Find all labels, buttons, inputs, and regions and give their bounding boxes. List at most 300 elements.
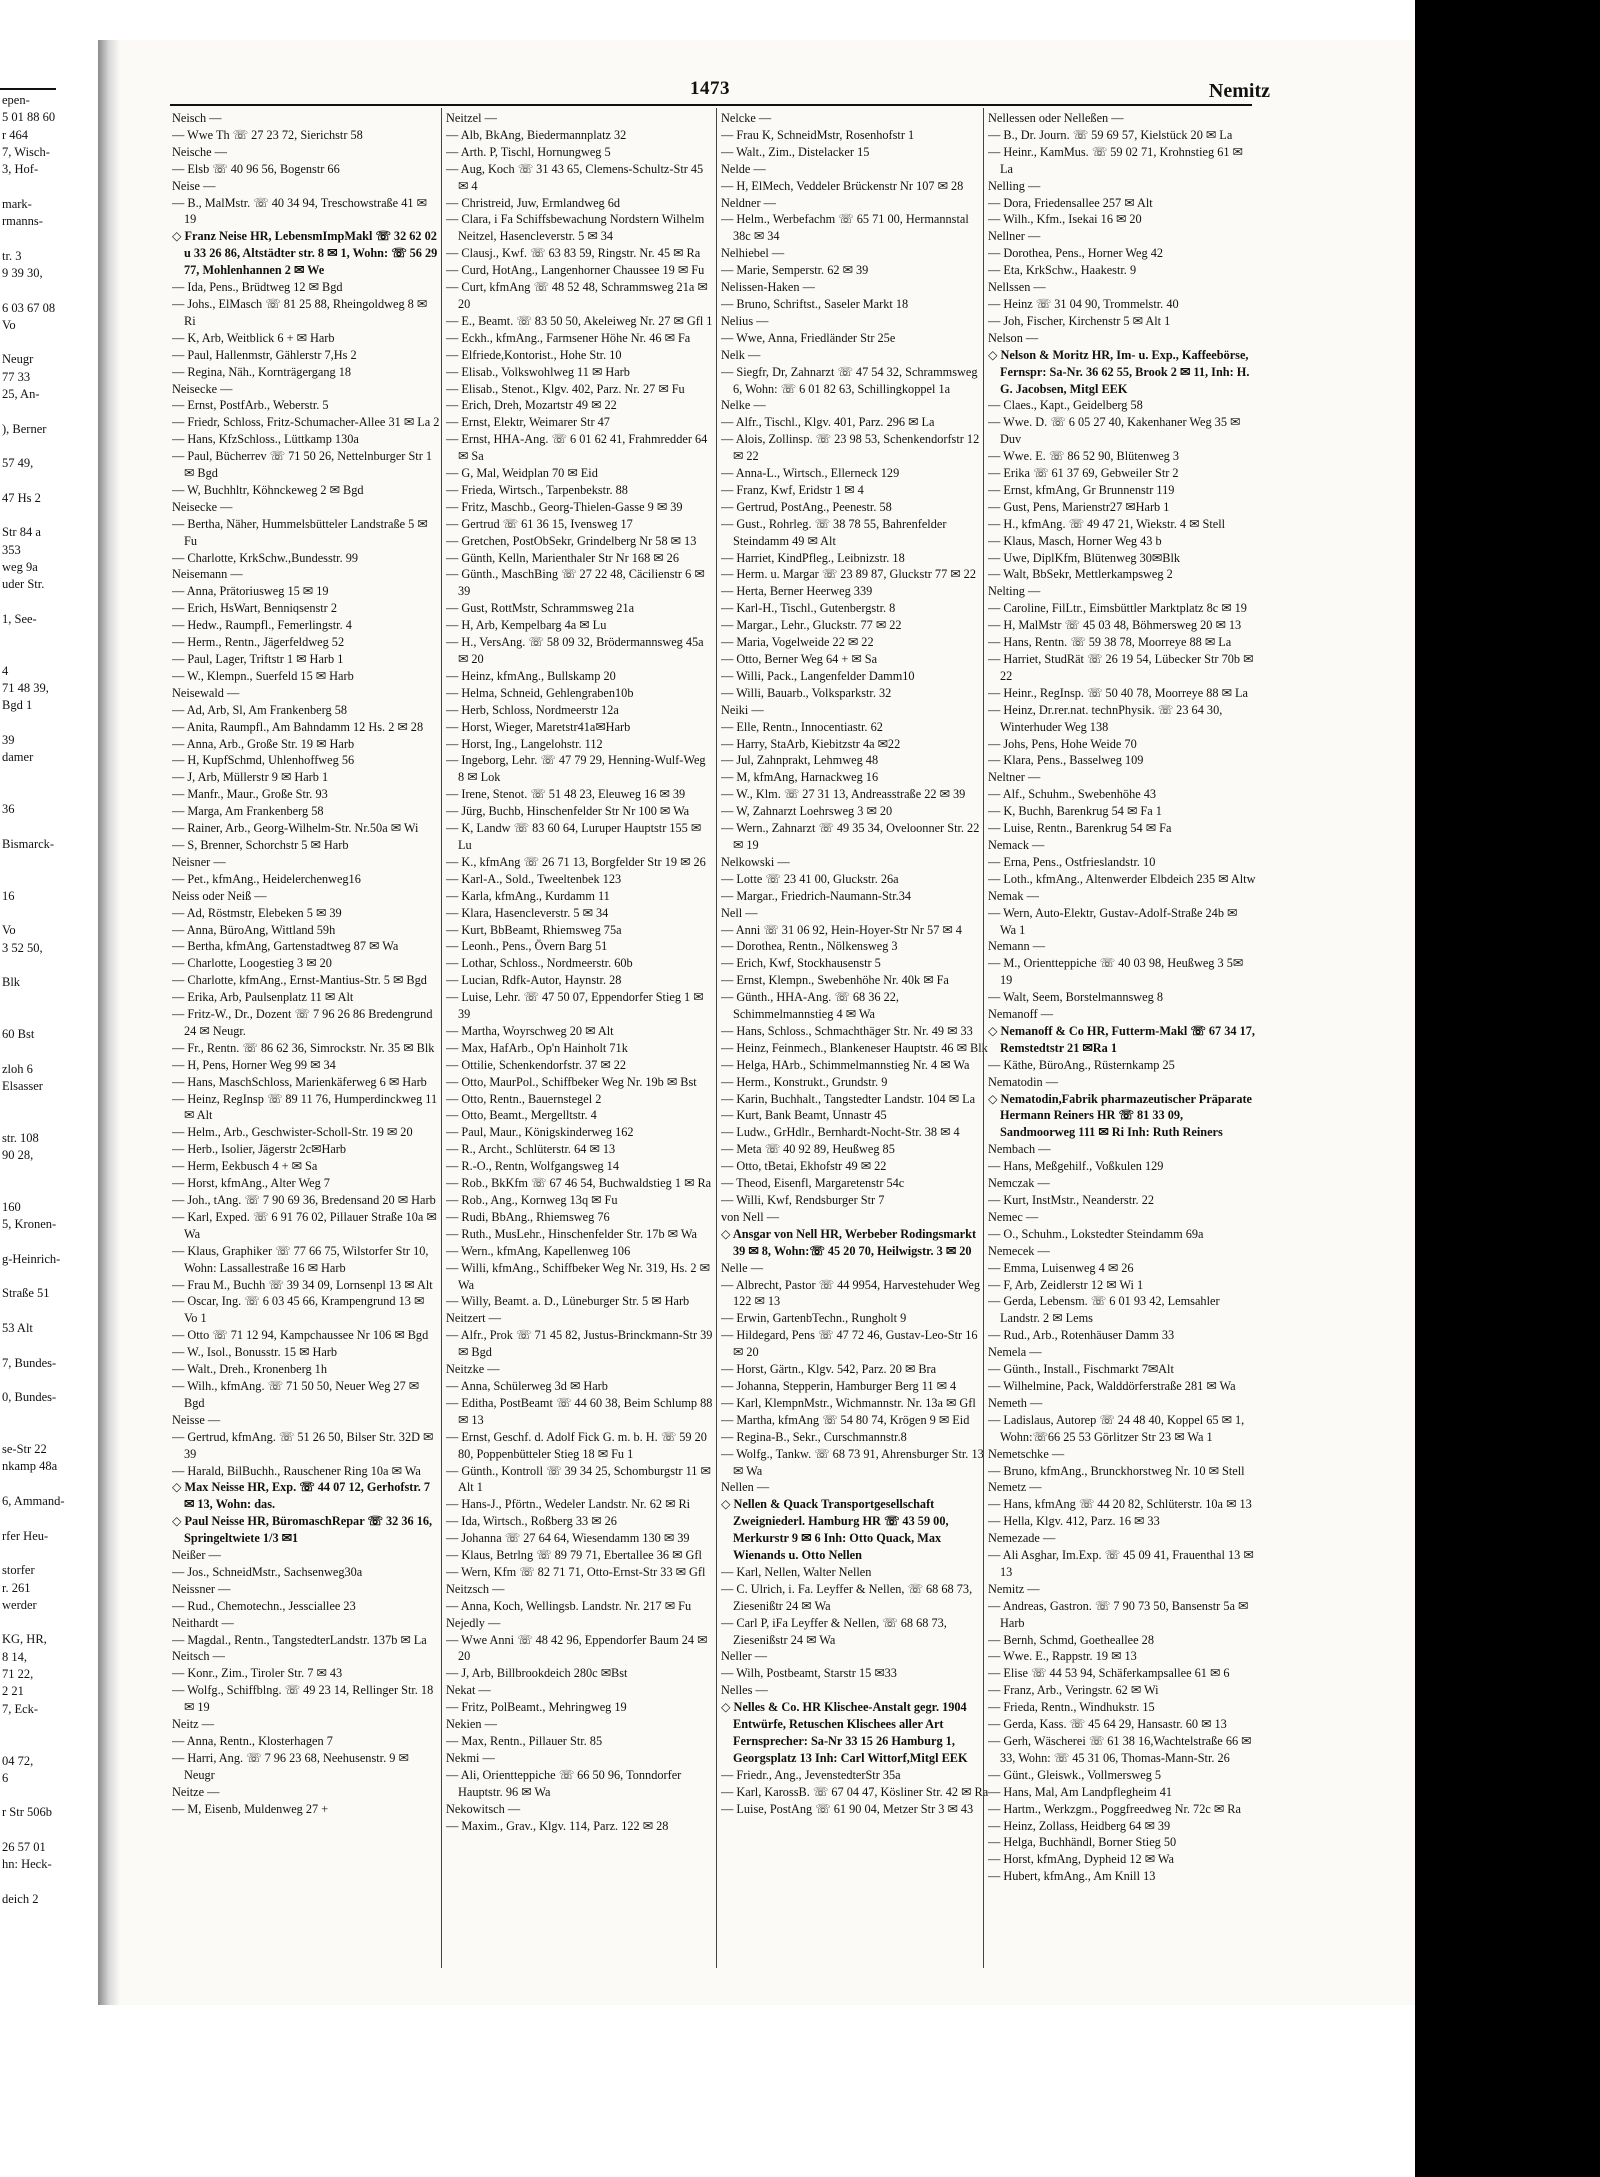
directory-entry: — Anna, Rentn., Klosterhagen 7: [172, 1734, 333, 1748]
directory-entry: — Max, HafArb., Op'n Hainholt 71k: [446, 1040, 628, 1055]
left-fragment-line: [2, 646, 100, 663]
directory-entry: — W, Zahnarzt Loehrsweg 3 ✉ 20: [721, 804, 893, 819]
directory-entry: — Willy, Beamt. a. D., Lüneburger Str. 5 ✉ Harb: [446, 1294, 690, 1309]
directory-entry: — Günt., Gleiswk., Vollmersweg 5: [988, 1767, 1162, 1782]
directory-entry: — Gertrud, kfmAng. ☏ 51 26 50, Bilser Str. 32D ✉ 39: [172, 1429, 434, 1461]
business-entry: ◇ Nematodin,Fabrik pharmazeutischer Präparate Hermann Reiners HR ☏ 81 33 09, Sandmoorweg 111 ✉ Ri Inh: Ruth Reiners: [988, 1091, 1253, 1140]
column-divider: [716, 108, 717, 1968]
directory-entry: — Meta ☏ 40 92 89, Heußweg 85: [721, 1142, 895, 1157]
surname-heading: Nemezade —: [988, 1531, 1056, 1546]
surname-heading: Nelle —: [721, 1260, 764, 1275]
directory-entry: — Bruno, kfmAng., Brunckhorstweg Nr. 10 ✉ Stell: [988, 1463, 1245, 1478]
directory-entry: — Jos., SchneidMstr., Sachsenweg30a: [172, 1564, 363, 1579]
directory-entry: — H., kfmAng. ☏ 49 47 21, Wiekstr. 4 ✉ Stell: [988, 516, 1226, 531]
directory-entry: — Willi, Bauarb., Volksparkstr. 32: [721, 685, 892, 700]
left-fragment-line: 25, An-: [2, 387, 40, 402]
directory-entry: — Gust., Rohrleg. ☏ 38 78 55, Bahrenfelder Steindamm 49 ✉ Alt: [721, 516, 947, 548]
directory-entry: — Luise, PostAng ☏ 61 90 04, Metzer Str 3 ✉ 43: [721, 1801, 974, 1816]
left-fragment-line: uder Str.: [2, 577, 45, 592]
running-head: Nemitz: [1208, 80, 1270, 102]
directory-entry: — Wern., Zahnarzt ☏ 49 35 34, Oveloonner Str. 22 ✉ 19: [721, 821, 980, 852]
directory-entry: — Hans, Meßgehilf., Voßkulen 129: [988, 1159, 1164, 1174]
directory-entry: — Margar., Friedrich-Naumann-Str.34: [721, 888, 911, 903]
directory-entry: — Gertrud ☏ 61 36 15, Ivensweg 17: [446, 516, 633, 531]
directory-entry: — M, Eisenb, Muldenweg 27 +: [172, 1801, 329, 1816]
directory-entry: — Otto, tBetai, Ekhofstr 49 ✉ 22: [721, 1159, 887, 1174]
directory-entry: — Heinr., KamMus. ☏ 59 02 71, Krohnstieg 61 ✉ La: [988, 144, 1243, 176]
directory-entry: — Jürg, Buchb, Hinschenfelder Str Nr 100 ✉ Wa: [446, 804, 690, 819]
left-fragment-line: 39: [2, 732, 15, 747]
directory-entry: — W., Klempn., Suerfeld 15 ✉ Harb: [172, 668, 354, 683]
surname-heading: Neise —: [172, 178, 216, 193]
directory-entry: — Bruno, Schriftst., Saseler Markt 18: [721, 296, 909, 311]
directory-entry: — Karl-A., Sold., Tweeltenbek 123: [446, 871, 622, 886]
directory-entry: — Oscar, Ing. ☏ 6 03 45 66, Krampengrund 13 ✉ Vo 1: [172, 1294, 425, 1326]
directory-entry: — Gretchen, PostObSekr, Grindelberg Nr 58 ✉ 13: [446, 533, 697, 548]
directory-entry: — Wern, Auto-Elektr, Gustav-Adolf-Straße 24b ✉ Wa 1: [988, 905, 1238, 937]
surname-heading: Neisse —: [172, 1412, 221, 1427]
directory-entry: — Hedw., Raumpfl., Femerlingstr. 4: [172, 618, 352, 633]
surname-heading: Neitzert —: [446, 1311, 501, 1326]
directory-entry: — Rob., BkKfm ☏ 67 46 54, Buchwaldstieg 1 ✉ Ra: [446, 1176, 712, 1191]
left-fragment-line: ), Berner: [2, 421, 47, 436]
left-fragment-line: Neugr: [2, 352, 34, 367]
left-fragment-line: [2, 282, 100, 299]
left-fragment-line: [2, 1113, 100, 1130]
left-fragment-line: Bgd 1: [2, 698, 33, 713]
directory-entry: — Rob., Ang., Kornweg 13q ✉ Fu: [446, 1193, 618, 1207]
directory-entry: — Alf., Schuhm., Swebenhöhe 43: [988, 787, 1157, 802]
directory-entry: — Heinz, RegInsp ☏ 89 11 76, Humperdinckweg 11 ✉ Alt: [172, 1091, 438, 1123]
business-entry: ◇ Nelson & Moritz HR, Im- u. Exp., Kaffeebörse, Fernspr: Sa-Nr. 36 62 55, Brook 2 ✉ 11, Inh: H. G. Jacobsen, Mitgl EEK: [988, 347, 1250, 396]
left-fragment-line: [2, 1043, 100, 1060]
left-fragment-line: 6: [2, 1770, 9, 1785]
left-fragment-line: 16: [2, 888, 15, 903]
left-fragment-line: 57 49,: [2, 456, 34, 471]
directory-entry: — Hans, MaschSchloss, Marienkäferweg 6 ✉ Harb: [172, 1074, 427, 1089]
surname-heading: Nemetz —: [988, 1480, 1042, 1495]
directory-entry: — Heinr., RegInsp. ☏ 50 40 78, Moorreye 88 ✉ La: [988, 685, 1248, 700]
directory-entry: — Wolfg., Tankw. ☏ 68 73 91, Ahrensburger Str. 13 ✉ Wa: [721, 1446, 984, 1478]
directory-entry: — Harry, StaArb, Kiebitzstr 4a ✉22: [721, 736, 901, 751]
surname-heading: Neller —: [721, 1649, 768, 1664]
left-fragment-line: Blk: [2, 975, 21, 990]
surname-heading: Neissner —: [172, 1581, 231, 1596]
directory-entry: — Walt., Dreh., Kronenberg 1h: [172, 1362, 327, 1377]
directory-entry: — Wwe Anni ☏ 48 42 96, Eppendorfer Baum 24 ✉ 20: [446, 1632, 708, 1664]
directory-entry: — Ottilie, Schenkendorfstr. 37 ✉ 22: [446, 1057, 627, 1072]
directory-entry: — Erika ☏ 61 37 69, Gebweiler Str 2: [988, 466, 1179, 481]
directory-entry: — Ernst, PostfArb., Weberstr. 5: [172, 398, 329, 413]
left-fragment-line: [2, 957, 100, 974]
left-fragment-line: [2, 1164, 100, 1181]
directory-entry: — Erich, Kwf, Stockhausenstr 5: [721, 956, 881, 971]
directory-entry: — Horst, Gärtn., Klgv. 542, Parz. 20 ✉ Bra: [721, 1362, 937, 1377]
left-page-edge: [0, 0, 105, 2177]
directory-entry: — H., VersAng. ☏ 58 09 32, Brödermannsweg 45a ✉ 20: [446, 635, 704, 666]
directory-entry: — Joh., tAng. ☏ 7 90 69 36, Bredensand 20 ✉ Harb: [172, 1193, 436, 1207]
left-fragment-line: r 464: [2, 127, 29, 142]
directory-entry: — Hella, Klgv. 412, Parz. 16 ✉ 33: [988, 1514, 1160, 1529]
directory-entry: — Clara, i Fa Schiffsbewachung Nordstern Wilhelm Neitzel, Hasencleverstr. 5 ✉ 34: [446, 212, 705, 244]
directory-entry: — Joh, Fischer, Kirchenstr 5 ✉ Alt 1: [988, 313, 1171, 328]
left-fragment-line: [2, 1009, 100, 1026]
left-fragment-line: [2, 1372, 100, 1389]
directory-entry: — Erwin, GartenbTechn., Rungholt 9: [721, 1311, 907, 1326]
surname-heading: Nelling —: [988, 178, 1041, 193]
directory-entry: — Maxim., Grav., Klgv. 114, Parz. 122 ✉ 28: [446, 1818, 669, 1833]
directory-entry: — Elise ☏ 44 53 94, Schäferkampsallee 61 ✉ 6: [988, 1666, 1230, 1681]
surname-heading: Neisner —: [172, 854, 226, 869]
directory-entry: — Regina, Näh., Kornträgergang 18: [172, 364, 352, 379]
directory-entry: — Fritz-W., Dr., Dozent ☏ 7 96 26 86 Bredengrund 24 ✉ Neugr.: [172, 1007, 433, 1038]
directory-entry: — Wwe. E. ☏ 86 52 90, Blütenweg 3: [988, 449, 1180, 464]
directory-entry: — Ruth., MusLehr., Hinschenfelder Str. 17b ✉ Wa: [446, 1226, 697, 1241]
surname-heading: Nekat —: [446, 1683, 491, 1698]
left-fragment-line: weg 9a: [2, 560, 38, 575]
directory-entry: — Luise, Lehr. ☏ 47 50 07, Eppendorfer Stieg 1 ✉ 39: [446, 990, 704, 1022]
directory-entry: — Lothar, Schloss., Nordmeerstr. 60b: [446, 956, 633, 971]
directory-entry: — Wwe, Anna, Friedländer Str 25e: [721, 330, 896, 345]
directory-entry: — H, Pens, Horner Weg 99 ✉ 34: [172, 1057, 336, 1072]
directory-entry: — Harald, BilBuchh., Rauschener Ring 10a ✉ Wa: [172, 1463, 421, 1478]
directory-entry: — Heinz, Dr.rer.nat. technPhysik. ☏ 23 64 30, Winterhuder Weg 138: [988, 702, 1223, 734]
directory-entry: — Frieda, Wirtsch., Tarpenbekstr. 88: [446, 482, 628, 497]
surname-heading: Neitzke —: [446, 1362, 500, 1377]
scan-background: [1415, 0, 1600, 2177]
directory-entry: — Erich, Dreh, Mozartstr 49 ✉ 22: [446, 398, 617, 413]
left-fragment-line: [2, 715, 100, 732]
directory-entry: — Harriet, KindPfleg., Leibnizstr. 18: [721, 550, 905, 565]
left-fragment-line: 7, Bundes-: [2, 1355, 57, 1370]
directory-entry: — Anna, Koch, Wellingsb. Landstr. Nr. 217 ✉ Fu: [446, 1598, 692, 1613]
directory-entry: — Karl-H., Tischl., Gutenbergstr. 8: [721, 601, 896, 616]
left-fragment-line: 8 14,: [2, 1649, 27, 1664]
directory-entry: — Gerda, Lebensm. ☏ 6 01 93 42, Lemsahler Landstr. 2 ✉ Lems: [988, 1294, 1220, 1326]
surname-heading: Nellner —: [988, 229, 1041, 244]
directory-entry: — Wwe. E., Rappstr. 19 ✉ 13: [988, 1649, 1137, 1664]
directory-entry: — Walt, Seem, Borstelmannsweg 8: [988, 990, 1164, 1005]
left-fragment-line: g-Heinrich-: [2, 1251, 61, 1266]
directory-entry: — Erna, Pens., Ostfrieslandstr. 10: [988, 854, 1156, 869]
directory-entry: — J, Arb, Müllerstr 9 ✉ Harb 1: [172, 770, 329, 785]
directory-entry: — Curt, kfmAng ☏ 48 52 48, Schrammsweg 21a ✉ 20: [446, 280, 708, 311]
column-divider: [441, 108, 442, 1968]
left-fragment-line: 353: [2, 542, 21, 557]
directory-entry: — Heinz, Feinmech., Blankeneser Hauptstr. 46 ✉ Blk: [721, 1040, 988, 1055]
directory-entry: — Ladislaus, Autorep ☏ 24 48 40, Koppel 65 ✉ 1, Wohn:☏66 25 53 Görlitzer Str 23 ✉ Wa 1: [988, 1412, 1245, 1444]
directory-entry: — K, Arb, Weitblick 6 + ✉ Harb: [172, 330, 335, 345]
left-fragment-line: Vo: [2, 923, 16, 938]
directory-entry: — Anita, Raumpfl., Am Bahndamm 12 Hs. 2 ✉ 28: [172, 719, 424, 734]
left-fragment-line: 1, See-: [2, 611, 37, 626]
surname-heading: Nemeth —: [988, 1395, 1043, 1410]
business-entry: ◇ Nelles & Co. HR Klischee-Anstalt gegr. 1904 Entwürfe, Retuschen Klischees aller Art Fernsprecher: Sa-Nr 33 15 26 Hamburg 1, Georgsplatz 13 Inh: Carl Wittorf,Mitgl EEK: [721, 1700, 968, 1765]
directory-entry: — Klara, Pens., Basselweg 109: [988, 753, 1144, 768]
directory-entry: — C. Ulrich, i. Fa. Leyffer & Nellen, ☏ 68 68 73, Ziesenißtr 24 ✉ Wa: [721, 1581, 973, 1613]
left-fragment-line: 04 72,: [2, 1753, 34, 1768]
surname-heading: Neische —: [172, 144, 227, 159]
left-fragment-line: 5 01 88 60: [2, 110, 56, 125]
directory-entry: — Paul, Bücherrev ☏ 71 50 26, Nettelnburger Str 1 ✉ Bgd: [172, 449, 433, 481]
surname-heading: Nellssen —: [988, 280, 1046, 295]
left-fragment-line: KG, HR,: [2, 1632, 47, 1647]
directory-entry: — Bernh, Schmd, Goetheallee 28: [988, 1632, 1154, 1647]
directory-entry: — H, Arb, Kempelbarg 4a ✉ Lu: [446, 618, 607, 633]
directory-entry: — Harriet, StudRät ☏ 26 19 54, Lübecker Str 70b ✉ 22: [988, 652, 1254, 683]
surname-heading: Nelson —: [988, 330, 1039, 345]
directory-entry: — Gertrud, PostAng., Peenestr. 58: [721, 499, 892, 514]
directory-entry: — Karl, Nellen, Walter Nellen: [721, 1564, 872, 1579]
left-fragment-line: [2, 905, 100, 922]
directory-entry: — Günth., MaschBing ☏ 27 22 48, Cäcilienstr 6 ✉ 39: [446, 567, 705, 599]
left-fragment-line: [2, 438, 100, 455]
left-fragment-line: 90 28,: [2, 1148, 34, 1163]
directory-entry: — Otto, Rentn., Bauernstegel 2: [446, 1091, 602, 1106]
directory-entry: — Marga, Am Frankenberg 58: [172, 804, 324, 819]
left-page-rule: [0, 88, 56, 90]
left-fragment-line: 0, Bundes-: [2, 1390, 57, 1405]
directory-entry: — Hans, kfmAng ☏ 44 20 82, Schlüterstr. 10a ✉ 13: [988, 1497, 1252, 1512]
directory-entry: — Heinz, kfmAng., Bullskamp 20: [446, 668, 616, 683]
business-entry: ◇ Franz Neise HR, LebensmImpMakl ☏ 32 62 02 u 33 26 86, Altstädter str. 8 ✉ 1, Wohn: ☏ 56 29 77, Mohlenhannen 2 ✉ We: [172, 229, 438, 278]
directory-entry: — Herm, Eekbusch 4 + ✉ Sa: [172, 1159, 318, 1174]
directory-entry: — Bertha, Näher, Hummelsbütteler Landstraße 5 ✉ Fu: [172, 516, 428, 548]
directory-entry: — Rudi, BbAng., Rhiemsweg 76: [446, 1209, 610, 1224]
left-fragment-line: nkamp 48a: [2, 1459, 58, 1474]
directory-entry: — E., Beamt. ☏ 83 50 50, Akeleiweg Nr. 27 ✉ Gfl 1: [446, 313, 713, 328]
directory-entry: — Ernst, Geschf. d. Adolf Fick G. m. b. H. ☏ 59 20 80, Poppenbütteler Stieg 18 ✉ Fu 1: [446, 1429, 707, 1461]
directory-entry: — Willi, Kwf, Rendsburger Str 7: [721, 1193, 885, 1207]
left-fragment-line: r Str 506b: [2, 1805, 52, 1820]
directory-entry: — Alfr., Tischl., Klgv. 401, Parz. 296 ✉ La: [721, 415, 935, 430]
directory-entry: — Helm., Werbefachm ☏ 65 71 00, Hermannstal 38c ✉ 34: [721, 212, 969, 244]
surname-heading: Nelk —: [721, 347, 761, 362]
directory-entry: — Hubert, kfmAng., Am Knill 13: [988, 1869, 1156, 1884]
directory-entry: — Anna-L., Wirtsch., Ellerneck 129: [721, 466, 900, 481]
directory-entry: — Herm., Rentn., Jägerfeldweg 52: [172, 635, 345, 650]
directory-entry: — Dorothea, Rentn., Nölkensweg 3: [721, 939, 898, 954]
surname-heading: Nekien —: [446, 1717, 497, 1732]
directory-entry: — Gerh, Wäscherei ☏ 61 38 16,Wachtelstraße 66 ✉ 33, Wohn: ☏ 45 31 06, Thomas-Mann-Str. 26: [988, 1734, 1252, 1765]
directory-entry: — Rud., Chemotechn., Jessciallee 23: [172, 1598, 356, 1613]
directory-entry: — M., Orientteppiche ☏ 40 03 98, Heußweg 3 5✉ 19: [988, 956, 1244, 988]
directory-entry: — Fr., Rentn. ☏ 86 62 36, Simrockstr. Nr. 35 ✉ Blk: [172, 1040, 435, 1055]
left-fragment-line: [2, 991, 100, 1008]
directory-entry: — Hans-J., Pförtn., Wedeler Landstr. Nr. 62 ✉ Ri: [446, 1497, 691, 1512]
directory-entry: — Wern, Kfm ☏ 82 71 71, Otto-Ernst-Str 33 ✉ Gfl: [446, 1564, 706, 1579]
directory-entry: — Irene, Stenot. ☏ 51 48 23, Eleuweg 16 ✉ 39: [446, 787, 686, 802]
surname-heading: Neisecke —: [172, 499, 233, 514]
directory-entry: — Jul, Zahnprakt, Lehmweg 48: [721, 753, 879, 768]
left-fragment-line: [2, 1510, 100, 1527]
directory-entry: — Hartm., Werkzgm., Poggfreedweg Nr. 72c ✉ Ra: [988, 1801, 1241, 1816]
business-entry: ◇ Max Neisse HR, Exp. ☏ 44 07 12, Gerhofstr. 7 ✉ 13, Wohn: das.: [172, 1480, 431, 1512]
directory-entry: — H, ElMech, Veddeler Brückenstr Nr 107 ✉ 28: [721, 178, 964, 193]
surname-heading: Neiki —: [721, 702, 764, 717]
left-page-fragments: [2, 92, 100, 1908]
directory-entry: — Ad, Arb, Sl, Am Frankenberg 58: [172, 702, 348, 717]
column-divider: [983, 108, 984, 1968]
surname-heading: Nemec —: [988, 1209, 1039, 1224]
surname-heading: Nekowitsch —: [446, 1801, 521, 1816]
directory-entry: — Rud., Arb., Rotenhäuser Damm 33: [988, 1328, 1175, 1343]
directory-entry: — Fritz, PolBeamt., Mehringweg 19: [446, 1700, 627, 1715]
surname-heading: Nelting —: [988, 584, 1041, 599]
directory-entry: — Ernst, Elektr, Weimarer Str 47: [446, 415, 610, 430]
directory-entry: — Magdal., Rentn., TangstedterLandstr. 137b ✉ La: [172, 1632, 427, 1647]
surname-heading: Nelles —: [721, 1683, 768, 1698]
directory-entry: — Heinz, Zollass, Heidberg 64 ✉ 39: [988, 1818, 1171, 1833]
directory-entry: — Ingeborg, Lehr. ☏ 47 79 29, Henning-Wulf-Weg 8 ✉ Lok: [446, 753, 706, 785]
surname-heading: Nellessen oder Nelleßen —: [988, 111, 1124, 125]
left-fragment-line: 47 Hs 2: [2, 490, 41, 505]
directory-entry: — Hans, Rentn. ☏ 59 38 78, Moorreye 88 ✉ La: [988, 635, 1232, 650]
directory-entry: — Franz, Arb., Veringstr. 62 ✉ Wi: [988, 1683, 1159, 1698]
directory-entry: — Friedr, Schloss, Fritz-Schumacher-Allee 31 ✉ La 2: [172, 415, 440, 430]
directory-entry: — Ad, Röstmstr, Elebeken 5 ✉ 39: [172, 905, 342, 920]
surname-heading: Nell —: [721, 905, 758, 920]
directory-entry: — Editha, PostBeamt ☏ 44 60 38, Beim Schlump 88 ✉ 13: [446, 1395, 713, 1427]
directory-entry: — Charlotte, Loogestieg 3 ✉ 20: [172, 956, 332, 971]
directory-entry: — Helga, HArb., Schimmelmannstieg Nr. 4 ✉ Wa: [721, 1057, 970, 1072]
directory-column-1: [172, 110, 440, 1970]
directory-entry: — Anna, Schülerweg 3d ✉ Harb: [446, 1378, 608, 1393]
directory-entry: — Aug, Koch ☏ 31 43 65, Clemens-Schultz-Str 45 ✉ 4: [446, 161, 704, 193]
directory-entry: — Johanna, Stepperin, Hamburger Berg 11 ✉ 4: [721, 1378, 957, 1393]
directory-entry: — W., Isol., Bonusstr. 15 ✉ Harb: [172, 1345, 338, 1360]
directory-entry: — Gerda, Kass. ☏ 45 64 29, Hansastr. 60 ✉ 13: [988, 1717, 1227, 1732]
left-fragment-line: str. 108: [2, 1130, 39, 1145]
surname-heading: Nematodin —: [988, 1074, 1059, 1089]
directory-column-4: [988, 110, 1256, 1970]
directory-entry: — Paul, Lager, Triftstr 1 ✉ Harb 1: [172, 652, 344, 666]
directory-entry: — Hans, Schloss., Schmachthäger Str. Nr. 49 ✉ 33: [721, 1023, 973, 1038]
left-fragment-line: [2, 784, 100, 801]
left-fragment-line: 71 48 39,: [2, 681, 49, 696]
directory-entry: — Charlotte, KrkSchw.,Bundesstr. 99: [172, 550, 359, 565]
directory-entry: — Johanna ☏ 27 64 64, Wiesendamm 130 ✉ 39: [446, 1531, 690, 1546]
surname-heading: Neitze —: [172, 1784, 220, 1799]
directory-entry: — Helga, Buchhändl, Borner Stieg 50: [988, 1835, 1177, 1850]
directory-entry: — Erich, HsWart, Benniqsenstr 2: [172, 601, 337, 616]
left-fragment-line: [2, 473, 100, 490]
header-rule: [170, 104, 1252, 106]
directory-entry: — W, Buchhltr, Köhnckeweg 2 ✉ Bgd: [172, 482, 364, 497]
directory-entry: — Pet., kfmAng., Heidelerchenweg16: [172, 871, 361, 886]
directory-entry: — Arth. P, Tischl, Hornungweg 5: [446, 144, 611, 159]
surname-heading: Nekmi —: [446, 1750, 495, 1765]
directory-entry: — Ida, Wirtsch., Roßberg 33 ✉ 26: [446, 1514, 617, 1529]
directory-entry: — B., Dr. Journ. ☏ 59 69 57, Kielstück 20 ✉ La: [988, 127, 1233, 142]
directory-entry: — Marie, Semperstr. 62 ✉ 39: [721, 263, 869, 278]
left-fragment-line: [2, 178, 100, 195]
directory-entry: — H, MalMstr ☏ 45 03 48, Böhmersweg 20 ✉ 13: [988, 618, 1242, 633]
surname-heading: Neisewald —: [172, 685, 240, 700]
directory-entry: — K, Buchh, Barenkrug 54 ✉ Fa 1: [988, 804, 1162, 819]
directory-entry: — Konr., Zim., Tiroler Str. 7 ✉ 43: [172, 1666, 343, 1681]
left-fragment-line: [2, 1407, 100, 1424]
directory-entry: — Siegfr, Dr, Zahnarzt ☏ 47 54 32, Schrammsweg 6, Wohn: ☏ 6 01 82 63, Schillingkoppel 1a: [721, 364, 978, 396]
directory-column-3: [721, 110, 989, 1970]
directory-entry: — J, Arb, Billbrookdeich 280c ✉Bst: [446, 1666, 628, 1681]
left-fragment-line: [2, 594, 100, 611]
directory-entry: — Horst, Wieger, Maretstr41a✉Harb: [446, 719, 631, 734]
directory-entry: — Harri, Ang. ☏ 7 96 23 68, Neehusenstr. 9 ✉ Neugr: [172, 1750, 409, 1782]
left-fragment-line: rfer Heu-: [2, 1528, 49, 1543]
directory-entry: — Horst, kfmAng., Alter Weg 7: [172, 1176, 330, 1191]
left-fragment-line: [2, 870, 100, 887]
directory-entry: — Alois, Zollinsp. ☏ 23 98 53, Schenkendorfstr 12 ✉ 22: [721, 432, 980, 464]
directory-entry: — Lucian, Rdfk-Autor, Haynstr. 28: [446, 973, 622, 988]
directory-entry: — Klaus, Betrlng ☏ 89 79 71, Ebertallee 36 ✉ Gfl: [446, 1548, 702, 1563]
directory-entry: — S, Brenner, Schorchstr 5 ✉ Harb: [172, 837, 349, 852]
directory-entry: — Herb., Isolier, Jägerstr 2c✉Harb: [172, 1142, 347, 1157]
directory-entry: — Ernst, HHA-Ang. ☏ 6 01 62 41, Frahmredder 64 ✉ Sa: [446, 432, 708, 464]
directory-entry: — K, Landw ☏ 83 60 64, Luruper Hauptstr 155 ✉ Lu: [446, 821, 702, 852]
directory-entry: — F, Arb, Zeidlerstr 12 ✉ Wi 1: [988, 1277, 1144, 1292]
directory-entry: — Elle, Rentn., Innocentiastr. 62: [721, 719, 883, 734]
left-fragment-line: hn: Heck-: [2, 1857, 52, 1872]
left-fragment-line: 7, Eck-: [2, 1701, 39, 1716]
surname-heading: Nejedly —: [446, 1615, 501, 1630]
directory-entry: — R., Archt., Schlüterstr. 64 ✉ 13: [446, 1142, 616, 1157]
left-fragment-line: r. 261: [2, 1580, 31, 1595]
directory-entry: — Dorothea, Pens., Horner Weg 42: [988, 246, 1164, 261]
directory-entry: — Käthe, BüroAng., Rüsternkamp 25: [988, 1057, 1175, 1072]
directory-entry: — Wilh., Kfm., Isekai 16 ✉ 20: [988, 212, 1142, 227]
directory-entry: — Herta, Berner Heerweg 339: [721, 584, 873, 599]
directory-entry: — Lotte ☏ 23 41 00, Gluckstr. 26a: [721, 871, 899, 886]
directory-entry: — H, KupfSchmd, Uhlenhoffweg 56: [172, 753, 355, 768]
directory-entry: — Gust, RottMstr, Schrammsweg 21a: [446, 601, 635, 616]
left-fragment-line: 26 57 01: [2, 1839, 46, 1854]
left-fragment-line: [2, 1614, 100, 1631]
left-fragment-line: [2, 1424, 100, 1441]
surname-heading: Neltner —: [988, 770, 1041, 785]
left-fragment-line: [2, 628, 100, 645]
directory-entry: — Ernst, kfmAng, Gr Brunnenstr 119: [988, 482, 1175, 497]
surname-heading: Neithardt —: [172, 1615, 234, 1630]
left-fragment-line: 160: [2, 1200, 21, 1214]
directory-entry: — Hans, KfzSchloss., Lüttkamp 130a: [172, 432, 359, 447]
left-fragment-line: [2, 1303, 100, 1320]
left-fragment-line: [2, 1476, 100, 1493]
directory-entry: — Leonh., Pens., Övern Barg 51: [446, 939, 608, 954]
left-fragment-line: zloh 6: [2, 1061, 33, 1076]
directory-entry: — Bertha, kfmAng, Gartenstadtweg 87 ✉ Wa: [172, 939, 399, 954]
left-fragment-line: 4: [2, 663, 9, 678]
surname-heading: Nelde —: [721, 161, 766, 176]
left-fragment-line: 7, Wisch-: [2, 144, 50, 159]
directory-entry: — Anna, Prätoriusweg 15 ✉ 19: [172, 584, 329, 599]
directory-entry: — Hildegard, Pens ☏ 47 72 46, Gustav-Leo-Str 16 ✉ 20: [721, 1328, 978, 1360]
surname-heading: Neldner —: [721, 195, 776, 210]
directory-entry: — Anna, BüroAng, Wittland 59h: [172, 922, 336, 937]
directory-entry: — Gust, Pens, Marienstr27 ✉Harb 1: [988, 499, 1170, 514]
left-fragment-line: [2, 1787, 100, 1804]
directory-entry: — Paul, Hallenmstr, Gählerstr 7,Hs 2: [172, 347, 357, 362]
left-fragment-line: deich 2: [2, 1891, 39, 1906]
directory-entry: — Klaus, Graphiker ☏ 77 66 75, Wilstorfer Str 10, Wohn: Lassallestraße 16 ✉ Harb: [172, 1243, 429, 1275]
directory-entry: — Wwe. D. ☏ 6 05 27 40, Kakenhaner Weg 35 ✉ Duv: [988, 415, 1241, 447]
directory-entry: — Franz, Kwf, Eridstr 1 ✉ 4: [721, 482, 864, 497]
surname-heading: Nelhiebel —: [721, 246, 785, 261]
surname-heading: Nembach —: [988, 1142, 1051, 1157]
left-fragment-line: mark-: [2, 196, 32, 211]
directory-entry: — Wolfg., Schiffblng. ☏ 49 23 14, Rellinger Str. 18 ✉ 19: [172, 1683, 434, 1715]
directory-entry: — Wilh., kfmAng. ☏ 71 50 50, Neuer Weg 27 ✉ Bgd: [172, 1378, 420, 1410]
